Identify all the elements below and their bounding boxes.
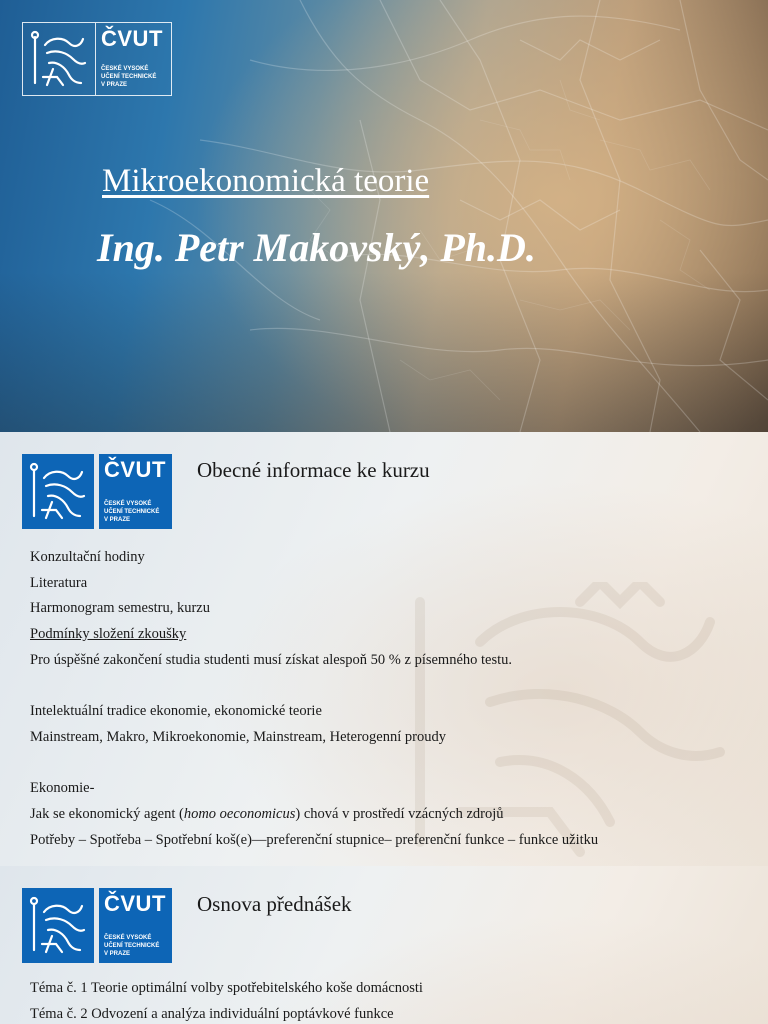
- list-item: Literatura: [30, 574, 88, 591]
- course-info-list: [30, 545, 598, 853]
- exam-conditions-link[interactable]: Podmínky složení zkoušky: [30, 626, 187, 643]
- czech-lion-icon: [23, 23, 96, 95]
- logo-abbreviation: ČVUT: [104, 457, 166, 482]
- author-name: Ing. Petr Makovský, Ph.D.: [97, 225, 536, 270]
- spacer: [30, 673, 598, 699]
- list-item: Pro úspěšné zakončení studia studenti musí získat alespoň 50 % z písemného testu.: [30, 651, 513, 668]
- czech-lion-icon: [22, 888, 94, 963]
- logo-line-2: UČENÍ TECHNICKÉ: [104, 509, 160, 515]
- list-item: Intelektuální tradice ekonomie, ekonomické teorie: [30, 703, 322, 720]
- lecture-outline-list: [30, 976, 423, 1024]
- czech-lion-icon: [22, 454, 94, 529]
- title-slide: [0, 0, 768, 432]
- logo-abbreviation: ČVUT: [101, 26, 163, 51]
- logo-line-2: UČENÍ TECHNICKÉ: [101, 74, 157, 80]
- logo-abbreviation: ČVUT: [104, 891, 166, 916]
- logo-line-3: V PRAZE: [101, 82, 128, 88]
- logo-line-1: ČESKÉ VYSOKÉ: [104, 501, 152, 507]
- text-fragment: ) chová v prostředí vzácných zdrojů: [295, 805, 504, 822]
- list-item: Harmonogram semestru, kurzu: [30, 600, 210, 617]
- list-item: Potřeby – Spotřeba – Spotřební koš(e)—preferenční stupnice– preferenční funkce – funkce užitku: [30, 831, 599, 848]
- cvut-logo-outline: [22, 22, 172, 96]
- course-title: Mikroekonomická teorie: [102, 163, 430, 199]
- logo-line-2: UČENÍ TECHNICKÉ: [104, 943, 160, 949]
- logo-line-3: V PRAZE: [104, 517, 131, 523]
- logo-line-3: V PRAZE: [104, 951, 131, 957]
- spacer: [30, 751, 598, 777]
- lecture-outline-slide: [0, 866, 768, 1024]
- slide-heading: Osnova přednášek: [197, 892, 352, 916]
- list-item: Ekonomie-: [30, 780, 95, 797]
- logo-line-1: ČESKÉ VYSOKÉ: [101, 66, 149, 72]
- list-item: Mainstream, Makro, Mikroekonomie, Mainstream, Heterogenní proudy: [30, 728, 446, 745]
- list-item: Téma č. 2 Odvození a analýza individuální poptávkové funkce: [30, 1005, 394, 1022]
- cvut-logo: [22, 454, 172, 529]
- slide-heading: Obecné informace ke kurzu: [197, 458, 430, 482]
- list-item: Konzultační hodiny: [30, 549, 145, 565]
- list-item: Téma č. 1 Teorie optimální volby spotřebitelského koše domácnosti: [30, 980, 423, 996]
- cvut-logo: [22, 888, 172, 963]
- list-item: [30, 802, 598, 828]
- logo-line-1: ČESKÉ VYSOKÉ: [104, 935, 152, 941]
- course-info-slide: [0, 432, 768, 866]
- text-fragment: Jak se ekonomický agent (: [30, 805, 184, 822]
- italic-term: homo oeconomicus: [183, 805, 296, 822]
